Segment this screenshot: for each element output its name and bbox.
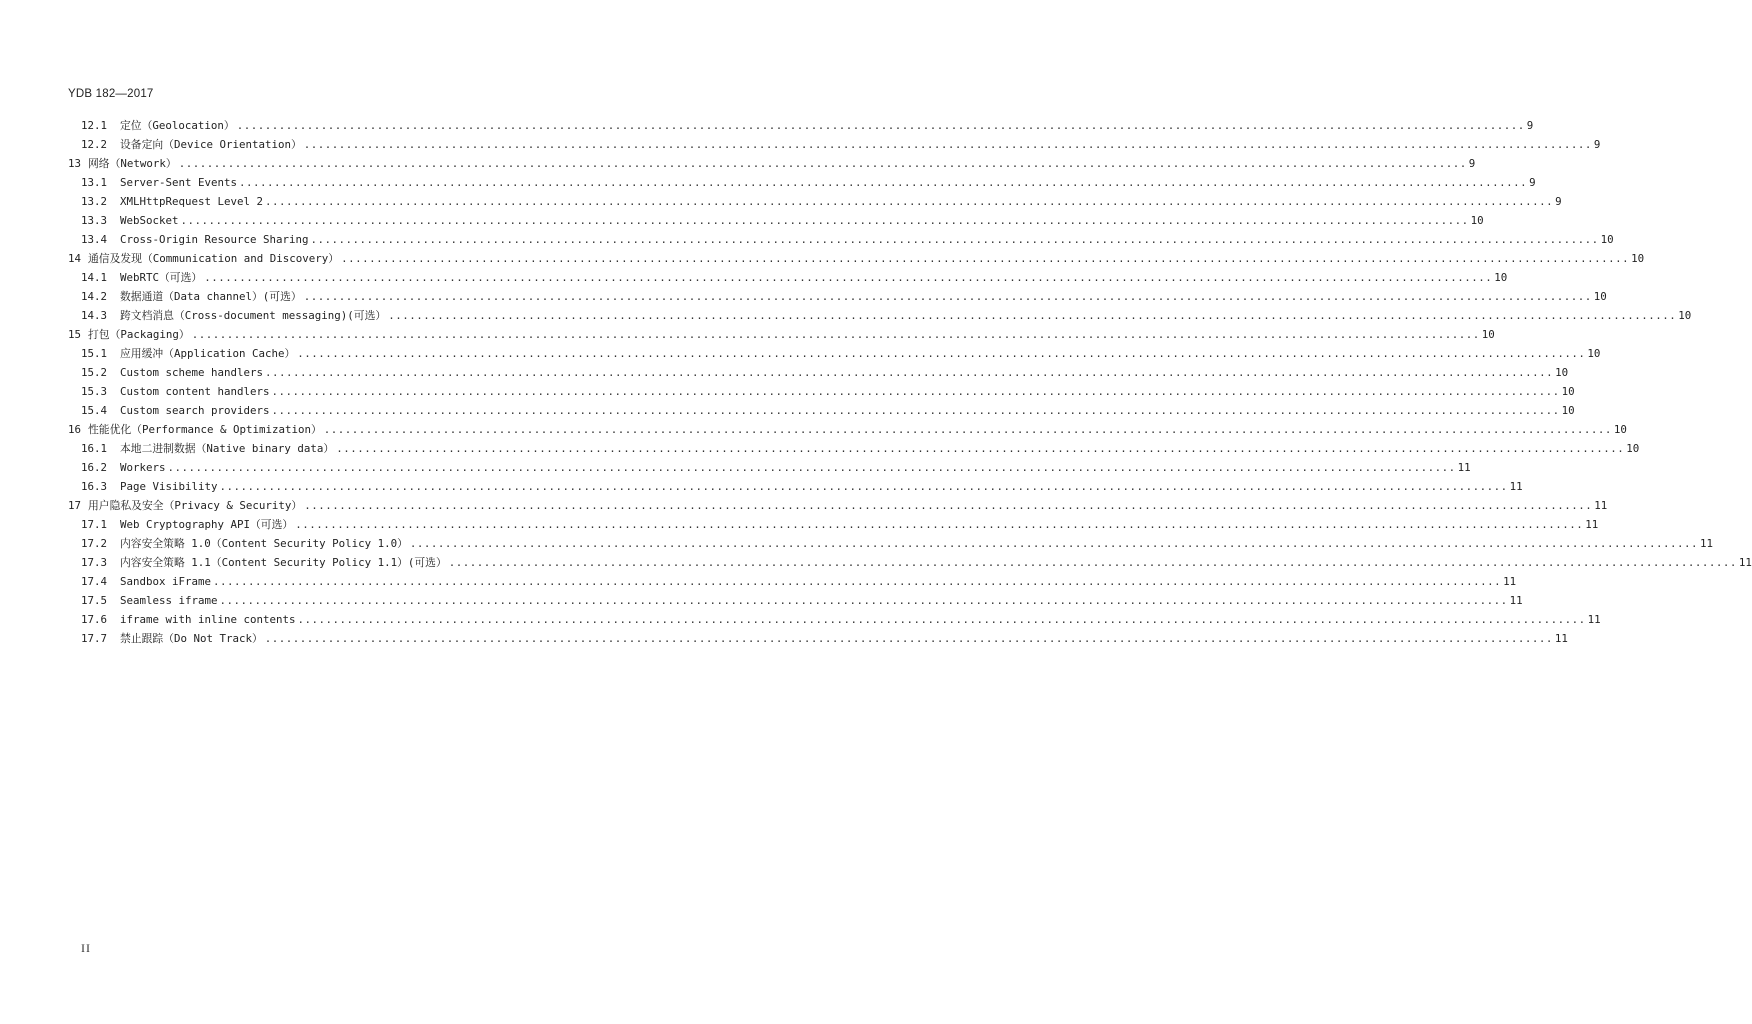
toc-entry-page: 11: [1509, 480, 1523, 493]
toc-entry-page: 10: [1678, 309, 1692, 322]
toc-entry-title: Custom content handlers: [120, 385, 270, 398]
toc-entry-number: 15: [68, 328, 82, 341]
toc-entry-number: 12.2: [81, 138, 108, 151]
toc-leader-dots: [410, 534, 1698, 553]
toc-entry-page: 10: [1561, 404, 1575, 417]
toc-entry-title: Custom scheme handlers: [120, 366, 264, 379]
toc-entry-page: 9: [1526, 119, 1534, 132]
toc-leader-dots: [272, 401, 1560, 420]
toc-entry-title: 禁止跟踪（Do Not Track）: [120, 632, 263, 645]
toc-leader-dots: [388, 306, 1676, 325]
toc-entry-number: 14: [68, 252, 82, 265]
toc-entry-number: 15.4: [81, 404, 108, 417]
toc-entry-number: 14.3: [81, 309, 108, 322]
toc-entry-number: 17.4: [81, 575, 108, 588]
toc-leader-dots: [341, 249, 1629, 268]
toc-entry-page: 11: [1585, 518, 1599, 531]
toc-entry-page: 11: [1738, 556, 1752, 569]
toc-entry-title: WebSocket: [120, 214, 179, 227]
toc-entry-number: 13: [68, 157, 82, 170]
toc-entry-page: 11: [1457, 461, 1471, 474]
toc-entry-page: 11: [1587, 613, 1601, 626]
toc-entry-page: 10: [1555, 366, 1569, 379]
toc-entry-title: Server-Sent Events: [120, 176, 238, 189]
toc-entry-page: 9: [1593, 138, 1601, 151]
toc-entry-number: 15.3: [81, 385, 108, 398]
toc-section-entry[interactable]: [68, 534, 1713, 553]
toc-section-entry[interactable]: [68, 230, 1614, 249]
toc-leader-dots: [449, 553, 1737, 572]
toc-entry-title: 设备定向（Device Orientation）: [120, 138, 302, 151]
toc-leader-dots: [304, 496, 1592, 515]
toc-section-entry[interactable]: [68, 553, 1752, 572]
toc-entry-page: 10: [1600, 233, 1614, 246]
toc-entry-title: Sandbox iFrame: [120, 575, 212, 588]
toc-entry-number: 16.2: [81, 461, 108, 474]
toc-entry-page: 9: [1555, 195, 1562, 208]
toc-entry-number: 17.6: [81, 613, 108, 626]
toc-entry-number: 14.1: [81, 271, 108, 284]
toc-entry-page: 11: [1554, 632, 1568, 645]
toc-section-entry[interactable]: [68, 363, 1569, 382]
toc-entry-number: 17.3: [81, 556, 108, 569]
toc-leader-dots: [265, 192, 1553, 211]
toc-entry-title: Workers: [120, 461, 166, 474]
toc-entry-number: 17.5: [81, 594, 108, 607]
toc-leader-dots: [265, 629, 1553, 648]
toc-section-entry[interactable]: [68, 211, 1484, 230]
toc-entry-number: 15.2: [81, 366, 108, 379]
toc-leader-dots: [204, 268, 1492, 287]
toc-leader-dots: [311, 230, 1599, 249]
toc-section-entry[interactable]: [68, 306, 1692, 325]
toc-entry-page: 10: [1587, 347, 1601, 360]
toc-section-entry[interactable]: [68, 192, 1562, 211]
toc-entry-number: 13.4: [81, 233, 108, 246]
toc-entry-number: 13.1: [81, 176, 108, 189]
toc-entry-number: 17: [68, 499, 82, 512]
toc-leader-dots: [336, 439, 1624, 458]
toc-entry-title: Seamless iframe: [120, 594, 218, 607]
toc-leader-dots: [298, 610, 1586, 629]
toc-entry-page: 9: [1529, 176, 1536, 189]
toc-chapter-entry[interactable]: [68, 420, 1627, 439]
toc-entry-page: 10: [1494, 271, 1508, 284]
toc-leader-dots: [213, 572, 1501, 591]
toc-leader-dots: [239, 173, 1527, 192]
toc-section-entry[interactable]: [68, 629, 1568, 648]
toc-entry-page: 10: [1626, 442, 1640, 455]
toc-entry-page: 11: [1594, 499, 1608, 512]
toc-section-entry[interactable]: [68, 591, 1523, 610]
toc-section-entry[interactable]: [68, 458, 1471, 477]
toc-entry-title: 网络（Network）: [88, 157, 177, 170]
toc-section-entry[interactable]: [68, 439, 1640, 458]
toc-entry-number: 16.1: [81, 442, 108, 455]
toc-entry-title: 定位（Geolocation）: [120, 119, 235, 132]
toc-entry-page: 11: [1699, 537, 1713, 550]
toc-leader-dots: [220, 477, 1508, 496]
toc-entry-title: Custom search providers: [120, 404, 270, 417]
toc-entry-page: 9: [1468, 157, 1476, 170]
toc-leader-dots: [179, 154, 1467, 173]
toc-leader-dots: [220, 591, 1508, 610]
toc-leader-dots: [181, 211, 1469, 230]
toc-entry-page: 10: [1561, 385, 1575, 398]
toc-leader-dots: [168, 458, 1456, 477]
toc-entry-title: Page Visibility: [120, 480, 218, 493]
document-header-code: YDB 182—2017: [68, 88, 154, 100]
toc-entry-page: 10: [1470, 214, 1484, 227]
toc-leader-dots: [272, 382, 1560, 401]
toc-entry-page: 10: [1631, 252, 1645, 265]
page-number: II: [81, 941, 91, 955]
toc-section-entry[interactable]: [68, 572, 1517, 591]
toc-entry-page: 11: [1509, 594, 1523, 607]
toc-entry-title: Cross-Origin Resource Sharing: [120, 233, 309, 246]
toc-leader-dots: [304, 135, 1592, 154]
toc-leader-dots: [295, 515, 1583, 534]
toc-entry-page: 11: [1503, 575, 1517, 588]
toc-leader-dots: [192, 325, 1480, 344]
table-of-contents: [68, 116, 1752, 648]
toc-entry-number: 12.1: [81, 119, 108, 132]
toc-entry-number: 16.3: [81, 480, 108, 493]
toc-chapter-entry[interactable]: [68, 496, 1608, 515]
toc-section-entry[interactable]: [68, 610, 1601, 629]
toc-entry-title: 打包（Packaging）: [88, 328, 190, 341]
toc-leader-dots: [237, 116, 1525, 135]
toc-entry-title: 内容安全策略 1.0（Content Security Policy 1.0）: [120, 537, 408, 550]
toc-leader-dots: [304, 287, 1592, 306]
toc-entry-number: 13.3: [81, 214, 108, 227]
toc-entry-title: 跨文档消息（Cross-document messaging)(可选）: [120, 309, 387, 322]
toc-section-entry[interactable]: [68, 382, 1575, 401]
toc-section-entry[interactable]: [68, 135, 1601, 154]
toc-entry-title: WebRTC（可选）: [120, 271, 203, 284]
toc-entry-number: 14.2: [81, 290, 108, 303]
toc-entry-title: iframe with inline contents: [120, 613, 296, 626]
toc-section-entry[interactable]: [68, 515, 1599, 534]
toc-entry-title: 用户隐私及安全（Privacy & Security）: [88, 499, 303, 512]
toc-leader-dots: [297, 344, 1585, 363]
toc-chapter-entry[interactable]: [68, 325, 1495, 344]
toc-section-entry[interactable]: [68, 116, 1534, 135]
toc-section-entry[interactable]: [68, 287, 1607, 306]
toc-section-entry[interactable]: [68, 401, 1575, 420]
toc-entry-title: Web Cryptography API（可选）: [120, 518, 294, 531]
toc-entry-number: 13.2: [81, 195, 108, 208]
toc-entry-number: 17.7: [81, 632, 108, 645]
toc-entry-title: 性能优化（Performance & Optimization）: [88, 423, 322, 436]
toc-entry-page: 10: [1613, 423, 1627, 436]
toc-entry-title: 内容安全策略 1.1（Content Security Policy 1.1）(可选）: [120, 556, 447, 569]
toc-leader-dots: [324, 420, 1612, 439]
toc-entry-title: 通信及发现（Communication and Discovery）: [88, 252, 340, 265]
toc-section-entry[interactable]: [68, 173, 1536, 192]
toc-entry-number: 15.1: [81, 347, 108, 360]
toc-entry-title: XMLHttpRequest Level 2: [120, 195, 264, 208]
toc-entry-number: 17.1: [81, 518, 108, 531]
toc-entry-page: 10: [1593, 290, 1607, 303]
toc-chapter-entry[interactable]: [68, 249, 1645, 268]
toc-entry-number: 16: [68, 423, 82, 436]
toc-entry-title: 应用缓冲（Application Cache）: [120, 347, 296, 360]
toc-section-entry[interactable]: [68, 344, 1601, 363]
toc-entry-title: 本地二进制数据（Native binary data）: [120, 442, 335, 455]
toc-section-entry[interactable]: [68, 268, 1508, 287]
toc-entry-title: 数据通道（Data channel）(可选）: [120, 290, 302, 303]
toc-entry-page: 10: [1481, 328, 1495, 341]
toc-entry-number: 17.2: [81, 537, 108, 550]
toc-section-entry[interactable]: [68, 477, 1523, 496]
toc-leader-dots: [265, 363, 1553, 382]
toc-chapter-entry[interactable]: [68, 154, 1476, 173]
